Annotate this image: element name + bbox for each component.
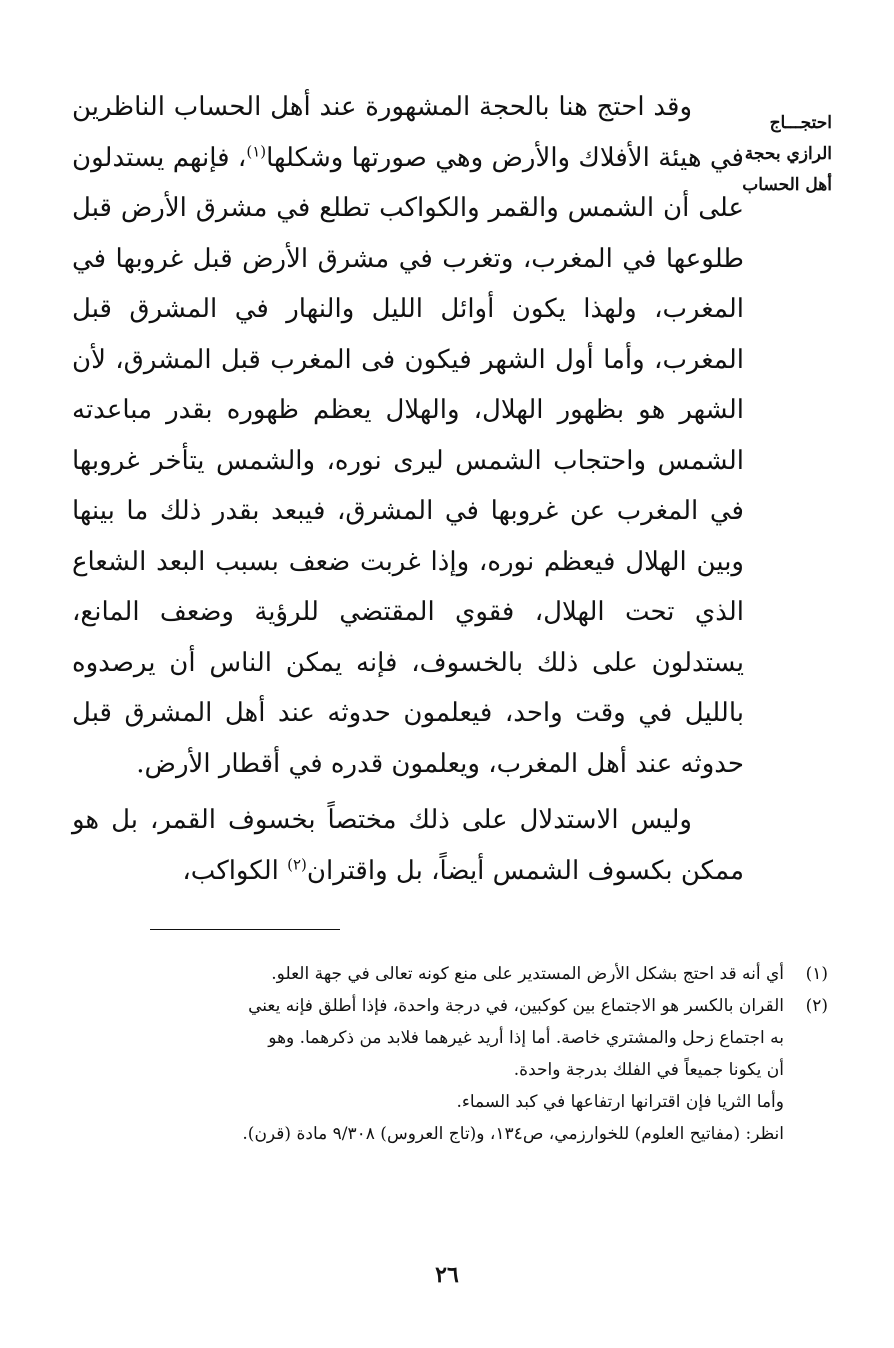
footnote-continuation <box>72 1086 828 1150</box>
footnote-line: أن يكونا جميعاً في الفلك بدرجة واحدة. <box>513 1060 784 1080</box>
footnote-2 <box>72 990 828 1086</box>
footnote-line: به اجتماع زحل والمشتري خاصة. أما إذا أريد غيرهما فلابد من ذكرهما. وهو <box>268 1028 784 1048</box>
footnote-text <box>72 990 784 1086</box>
footnotes <box>72 958 828 1150</box>
footnote-line: القران بالكسر هو الاجتماع بين كوكبين، في درجة واحدة، فإذا أطلق فإنه يعني <box>248 996 784 1016</box>
footnote-ref[interactable]: (١) <box>246 141 267 160</box>
main-text <box>72 82 744 896</box>
paragraph-text: وقد احتج هنا بالحجة المشهورة عند أهل الحساب الناظرين في هيئة الأفلاك والأرض وهي صورتها وشكلها <box>72 92 744 173</box>
footnote-number: (١) <box>805 964 828 984</box>
margin-note-line: الرازي بحجة <box>744 144 832 164</box>
paragraph-text: وليس الاستدلال على ذلك مختصاً بخسوف القمر، بل هو ممكن بكسوف الشمس أيضاً، بل واقتران <box>72 805 744 886</box>
footnote-text: أي أنه قد احتج بشكل الأرض المستدير على منع كونه تعالى في جهة العلو. <box>271 964 784 984</box>
paragraph-text: ، فإنهم يستدلون على أن الشمس والقمر والكواكب تطلع في مشرق الأرض قبل طلوعها في المغرب، وتغرب في مشرق الأرض قبل غروبها في المغرب، ولهذا يكون أوائل الليل والنهار في المشرق قبل المغرب، وأما أول الشهر فيكون فى المغرب قبل المشرق، لأن الشهر هو بظهور الهلال، والهلال يعظم ظهوره بقدر مباعدته الشمس واحتجاب الشمس ليرى نوره، والشمس يتأخر غروبها في المغرب عن غروبها في المشرق، فيبعد بقدر ذلك ما بينها وبين الهلال فيعظم نوره، وإذا غربت ضعف بسبب البعد الشعاع الذي تحت الهلال، فقوي المقتضي للرؤية وضعف المانع، يستدلون على ذلك بالخسوف، فإنه يمكن الناس أن يرصدوه بالليل في وقت واحد، فيعلمون حدوثه عند أهل المشرق قبل حدوثه عند أهل المغرب، ويعلمون قدره في أقطار الأرض. <box>72 142 744 779</box>
footnote-line: وأما الثريا فإن اقترانها ارتفاعها في كبد السماء. <box>456 1092 784 1112</box>
paragraph <box>72 82 744 789</box>
footnote-1 <box>72 958 828 990</box>
paragraph <box>72 795 744 896</box>
footnote-ref[interactable]: (٢) <box>287 854 307 873</box>
page-number: ٢٦ <box>435 1262 459 1288</box>
footnote-divider <box>150 929 340 930</box>
paragraph-text: الكواكب، <box>182 855 288 886</box>
margin-note-line: أهل الحساب <box>742 175 832 195</box>
footnote-number: (٢) <box>805 996 828 1016</box>
margin-note-line: احتجـــاج <box>769 113 832 133</box>
margin-note <box>742 108 832 201</box>
footnote-line: انظر: (مفاتيح العلوم) للخوارزمي، ص١٣٤، و(تاج العروس) ٩/٣٠٨ مادة (قرن). <box>242 1124 784 1144</box>
